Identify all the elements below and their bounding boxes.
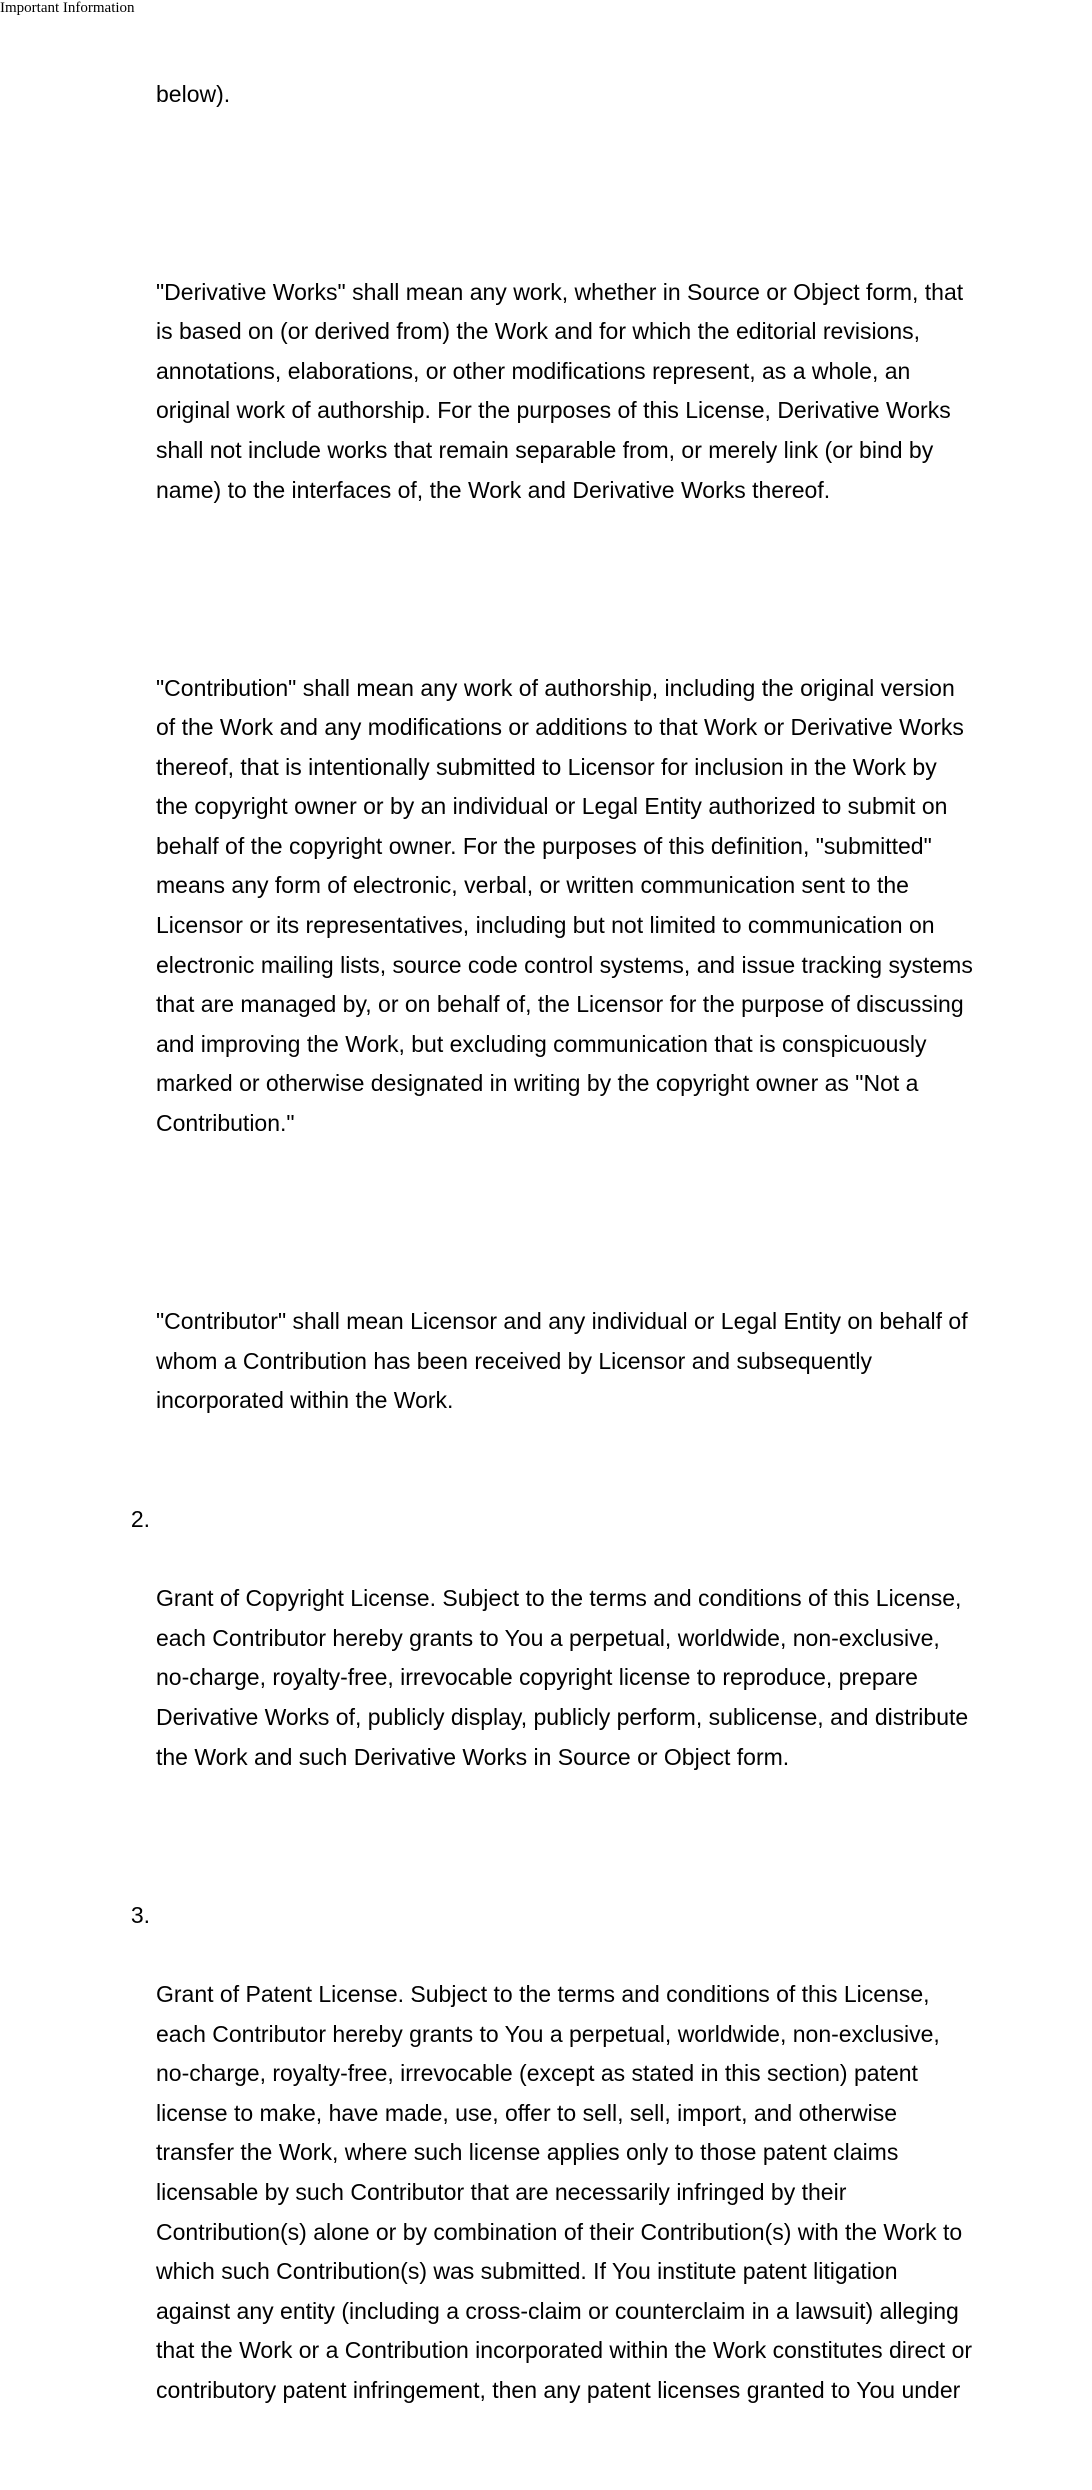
definition-contribution: "Contribution" shall mean any work of authorship, including the original version of the Work and any modifications or additions to that Work or Derivative Works thereof, that is intentionally submitted to Licensor for inclusion in the Work by the copyright owner or by an individual or Legal Entity authorized to submit on behalf of the copyright owner. For the purposes of this definition, "submitted" means any form of electronic, verbal, or written communication sent to the Licensor or its representatives, including but not limited to communication on electronic mailing lists, source code control systems, and issue tracking systems that are managed by, or on behalf of, the Licensor for the purpose of discussing and improving the Work, but excluding communication that is conspicuously marked or otherwise designated in writing by the copyright owner as "Not a Contribution." xyxy=(156,674,973,1137)
section-text: Grant of Copyright License. Subject to the terms and conditions of this License, each Contributor hereby grants to You a perpetual, worldwide, non-exclusive, no-charge, royalty-free, irrevocable copyright license to reproduce, prepare Derivative Works of, publicly display, publicly perform, sublicense, and distribute the Work and such Derivative Works in Source or Object form. xyxy=(156,1585,969,1770)
definition-derivative-works: "Derivative Works" shall mean any work, whether in Source or Object form, that is based on (or derived from) the Work and for which the editorial revisions, annotations, elaborations, or other modifications represent, as a whole, an original work of authorship. For the purposes of this License, Derivative Works shall not include works that remain separable from, or merely link (or bind by name) to the interfaces of, the Work and Derivative Works thereof. xyxy=(156,278,964,503)
license-document-body xyxy=(130,35,1092,2490)
section-2-grant-of-copyright-license xyxy=(130,1500,1092,1817)
section-3-grant-of-patent-license xyxy=(130,1896,1092,2450)
paragraph-spacer xyxy=(156,193,1092,233)
section-number: 2. xyxy=(130,1505,150,1532)
continuation-text: below). xyxy=(156,80,231,107)
section-number: 3. xyxy=(130,1901,150,1928)
paragraph-spacer xyxy=(156,589,1092,629)
paragraph-spacer xyxy=(156,1223,1092,1263)
definition-contributor: "Contributor" shall mean Licensor and any individual or Legal Entity on behalf of whom a Contribution has been received by Licensor and subsequently incorporated within the Work. xyxy=(156,1308,968,1414)
section-text: Grant of Patent License. Subject to the terms and conditions of this License, each Contributor hereby grants to You a perpetual, worldwide, non-exclusive, no-charge, royalty-free, irrevocable (except as stated in this section) patent license to make, have made, use, offer to sell, sell, import, and otherwise transfer the Work, where such license applies only to those patent claims licensable by such Contributor that are necessarily infringed by their Contribution(s) alone or by combination of their Contribution(s) with the Work to which such Contribution(s) was submitted. If You institute patent litigation against any entity (including a cross-claim or counterclaim in a lawsuit) alleging that the Work or a Contribution incorporated within the Work constitutes direct or contributory patent infringement, then any patent licenses granted to You under xyxy=(156,1981,973,2404)
page-header-title: Important Information xyxy=(0,0,135,16)
